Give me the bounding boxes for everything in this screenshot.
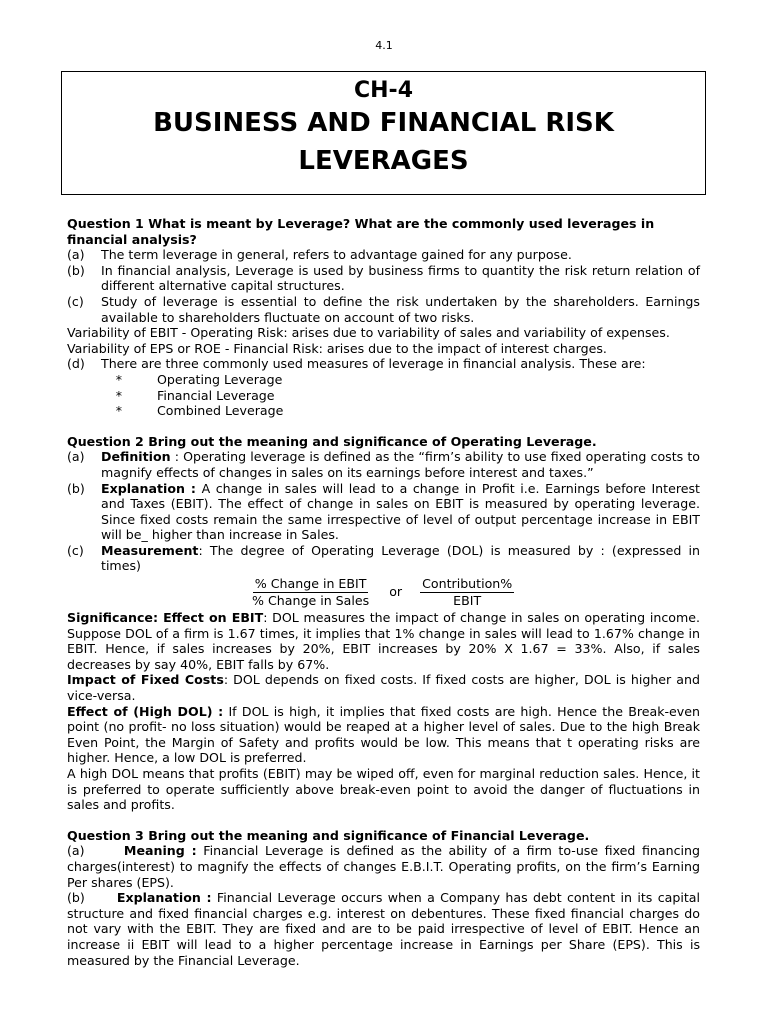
q1-ebit-variability: Variability of EBIT - Operating Risk: arises due to variability of sales and variability of expenses. [67,325,670,341]
dol-formula [250,574,700,610]
bullet-text: Operating Leverage [157,371,283,387]
item-label: (a) [67,449,85,465]
q1-item-b [67,263,700,294]
item-text [101,449,700,480]
question-3-heading: Question 3 Bring out the meaning and significance of Financial Leverage. [67,827,590,843]
item-label: (a) [67,843,85,859]
term: Effect of (High DOL) : [67,703,224,719]
q2-item-b [67,481,700,543]
term: Definition [101,449,171,465]
fraction-contribution-ebit [420,576,514,608]
item-text [101,481,700,543]
question-2-heading: Question 2 Bring out the meaning and significance of Operating Leverage. [67,433,597,449]
q2-item-c [67,543,700,574]
bullet-star: * [115,371,122,387]
item-label: (b) [67,480,85,496]
q1-item-d [67,356,700,372]
q1-item-a [67,247,700,263]
list-item [67,372,700,388]
list-item [67,403,700,419]
denominator: % Change in Sales [252,592,370,608]
definition-text: : Operating leverage is defined as the “firm’s ability to use fixed operating costs to magnify effects of changes in sales on its earnings before interest and taxes.” [101,449,700,480]
list-item [67,388,700,404]
fixed-costs-paragraph [67,672,700,703]
question-1-heading: Question 1 What is meant by Leverage? What are the commonly used leverages in financial analysis? [67,216,655,247]
bullet-text: Financial Leverage [157,387,275,403]
term: Significance: Effect on EBIT [67,610,264,626]
q1-item-c [67,294,700,325]
item-text [101,543,700,574]
document-body [67,216,700,968]
q1-eps-variability: Variability of EPS or ROE - Financial Risk: arises due to the impact of interest charges. [67,340,607,356]
chapter-title-line2: LEVERAGES [298,146,469,176]
item-label: (c) [67,293,84,309]
page-number: 4.1 [375,39,393,52]
denominator: EBIT [453,592,482,608]
high-dol-paragraph [67,704,700,766]
chapter-number: CH-4 [354,78,413,103]
term: Impact of Fixed Costs [67,672,224,688]
measurement-text: : The degree of Operating Leverage (DOL) is measured by : (expressed in times) [101,542,700,574]
bullet-star: * [115,403,122,419]
significance-paragraph [67,610,700,672]
chapter-title-box [61,71,706,195]
chapter-title-line1: BUSINESS AND FINANCIAL RISK [153,108,614,138]
q3-item-a [67,843,700,890]
item-label: (d) [67,356,85,372]
fraction-ebit-sales [250,576,371,608]
numerator: % Change in EBIT [254,575,367,591]
paragraph-text: : DOL measures the impact of change in sales on operating income. Suppose DOL of a firm is 1.67 times, it implies that 1% change in sales will lead to 1.67% change in EBIT. Hence, if sales increases by 20%, EBIT increases by 20% X 1.67 = 33%. Also, if sales decreases by say 40%, EBIT falls by 67%. [67,610,700,672]
numerator: Contribution% [422,575,513,591]
bullet-text: Combined Leverage [157,403,284,419]
item-label: (b) [67,890,85,906]
item-label: (b) [67,262,85,278]
item-label: (a) [67,247,85,263]
item-text: Study of leverage is essential to define the risk undertaken by the shareholders. Earnings available to shareholders fluctuate on account of two risks. [101,293,700,325]
explanation-text: Financial Leverage occurs when a Company has debt content in its capital structure and fixed financial charges e.g. interest on debentures. These fixed financial charges do not vary with the EBIT. They are fixed and are to be paid irrespective of level of EBIT. Hence an increase ii EBIT will lead to a higher percentage increase in Earnings per Share (EPS). This is measured by the Financial Leverage. [67,890,700,968]
formula-or: or [389,584,403,600]
item-text: The term leverage in general, refers to advantage gained for any purpose. [101,247,572,263]
term: Meaning : [123,843,197,859]
term: Explanation : [101,480,196,496]
paragraph-text: If DOL is high, it implies that fixed costs are high. Hence the Break-even point (no profit- no loss situation) would be reaped at a higher level of sales. Due to the high Break Even Point, the Margin of Safety and profits would be low. This means that t operating risks are higher. Hence, a low DOL is preferred. [67,703,700,766]
explanation-text: A change in sales will lead to a change in Profit i.e. Earnings before Interest and Taxes (EBIT). The effect of change in sales on EBIT is measured by operating leverage. Since fixed costs remain the same irrespective of level of output percentage increase in EBIT will be_ higher than increase in Sales. [101,480,700,543]
meaning-text: Financial Leverage is defined as the ability of a firm to-use fixed financing charges(interest) to magnify the effects of changes E.B.I.T. Operating profits, on the firm’s Earning Per shares (EPS). [67,843,700,890]
paragraph-text: : DOL depends on fixed costs. If fixed costs are higher, DOL is higher and vice-versa. [67,672,700,704]
q3-item-b [67,890,700,968]
high-dol-conclusion: A high DOL means that profits (EBIT) may be wiped off, even for marginal reduction sales. Hence, it is preferred to operate sufficiently above break-even point to avoid the danger of fluctuations in sales and profits. [67,766,700,813]
term: Explanation : [116,890,212,906]
item-label: (c) [67,542,84,558]
q2-item-a [67,449,700,480]
item-text: In financial analysis, Leverage is used by business firms to quantity the risk return relation of different alternative capital structures. [101,262,700,294]
bullet-star: * [115,387,122,403]
item-text: There are three commonly used measures of leverage in financial analysis. These are: [101,356,646,372]
term: Measurement [101,542,199,558]
